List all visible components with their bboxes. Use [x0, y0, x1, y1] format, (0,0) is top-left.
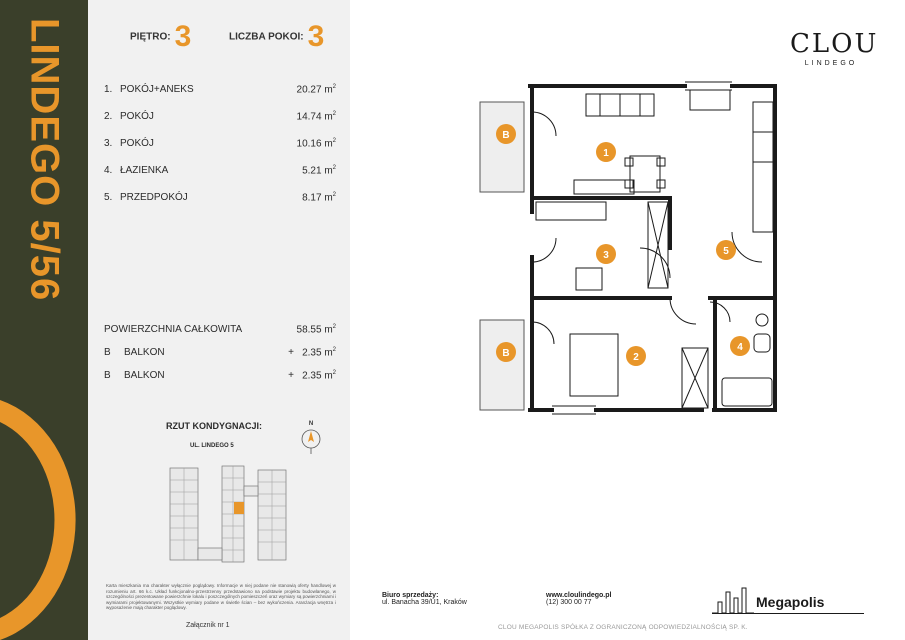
- street-label: UL. LINDEGO 5: [190, 443, 234, 449]
- building-title: LINDEGO 5/56: [22, 18, 67, 302]
- balcony-name: BALKON: [124, 370, 165, 381]
- room-area: 10.16 $m^2$: [296, 138, 336, 150]
- floor-plan-title: RZUT KONDYGNACJI:: [166, 421, 262, 431]
- office-address: ul. Banacha 39/U1, Kraków: [382, 599, 467, 606]
- balcony-bottom: [480, 320, 524, 410]
- room-area: 14.74 $m^2$: [296, 111, 336, 123]
- apartment-highlight: [234, 502, 244, 514]
- room-3-label: 3: [603, 250, 609, 261]
- room-name: POKÓJ+ANEKS: [120, 84, 194, 95]
- balcony-bottom-label: B: [502, 348, 510, 359]
- room-row: [104, 192, 336, 219]
- room-area: 5.21 $m^2$: [302, 165, 336, 177]
- logo-main: CLOU: [790, 29, 879, 59]
- balcony-top-label: B: [502, 130, 510, 141]
- room-name: POKÓJ: [120, 138, 154, 149]
- balcony-code: B: [104, 370, 111, 381]
- room-area: 20.27 $m^2$: [296, 84, 336, 96]
- room-4-label: 4: [737, 342, 743, 353]
- apartment-floor-plan: [470, 72, 790, 417]
- room-name: PRZEDPOKÓJ: [120, 192, 188, 203]
- sales-office: [382, 592, 467, 606]
- room-number: 2.: [104, 111, 113, 122]
- room-area: 8.17 $m^2$: [302, 192, 336, 204]
- room-row: [104, 111, 336, 138]
- balcony-row: [104, 370, 336, 381]
- floor-info: [130, 20, 191, 54]
- total-area-row: [104, 324, 336, 335]
- website-link[interactable]: www.cloulindego.pl: [546, 592, 612, 599]
- room-1-label: 1: [603, 148, 609, 159]
- total-area-value: 58.55 $m^2$: [296, 324, 336, 336]
- clou-logo: [790, 29, 879, 67]
- room-row: [104, 165, 336, 192]
- building-site-plan: [160, 458, 300, 570]
- disclaimer-text: Karta mieszkania ma charakter wyłącznie poglądowy. Informacje w niej podane nie stanowią oferty handlowej w rozumieniu art. 66 k.c. Układ funkcjonalno-przestrzenny przedstawiono na podstawie projektu budowlanego, w szczególności prezentowane powierzchnie lokalu i poszczególnych pomieszczeń oraz wymiary są powierzchniami i wymiarami projektowanymi. Wszystkie wymiary podane w świetle ścian – bez wykończenia. Aranżacja wnętrza i wyposażenie mają charakter poglądowy.: [106, 583, 336, 610]
- rooms-count-info: [229, 20, 324, 54]
- balcony-name: BALKON: [124, 347, 165, 358]
- contact-info: [546, 592, 611, 606]
- room-number: 1.: [104, 84, 113, 95]
- compass-icon: [298, 418, 324, 458]
- floor-label: PIĘTRO:: [130, 31, 171, 43]
- attachment-label: Załącznik nr 1: [186, 622, 230, 629]
- room-number: 5.: [104, 192, 113, 203]
- company-name: CLOU MEGAPOLIS SPÓŁKA Z OGRANICZONĄ ODPOWIEDZIALNOŚCIĄ SP. K.: [498, 624, 748, 631]
- skyline-icon: [712, 586, 754, 614]
- rooms-list: [104, 84, 336, 219]
- sidebar: [0, 0, 88, 640]
- logo-sub: LINDEGO: [804, 60, 858, 67]
- room-row: [104, 84, 336, 111]
- balcony-area: 2.35 $m^2$: [302, 370, 336, 382]
- room-name: ŁAZIENKA: [120, 165, 169, 176]
- balcony-top: [480, 102, 524, 192]
- floor-value: 3: [174, 20, 192, 53]
- rooms-count-value: 3: [307, 20, 325, 53]
- megapolis-logo: Megapolis: [756, 594, 825, 610]
- phone-number[interactable]: (12) 300 00 77: [546, 599, 592, 606]
- building-title-vertical: [0, 0, 88, 640]
- balcony-area: 2.35 $m^2$: [302, 347, 336, 359]
- office-label: Biuro sprzedaży:: [382, 592, 439, 599]
- room-number: 3.: [104, 138, 113, 149]
- rooms-count-label: LICZBA POKOI:: [229, 31, 304, 43]
- balcony-code: B: [104, 347, 111, 358]
- balcony-row: [104, 347, 336, 358]
- room-row: [104, 138, 336, 165]
- north-label: N: [308, 421, 314, 427]
- total-area-label: POWIERZCHNIA CAŁKOWITA: [104, 324, 243, 335]
- logo-underline: [712, 613, 864, 614]
- balcony-plus: +: [288, 370, 294, 381]
- room-2-label: 2: [633, 352, 639, 363]
- room-number: 4.: [104, 165, 113, 176]
- room-5-label: 5: [723, 246, 729, 257]
- balcony-plus: +: [288, 347, 294, 358]
- room-name: POKÓJ: [120, 111, 154, 122]
